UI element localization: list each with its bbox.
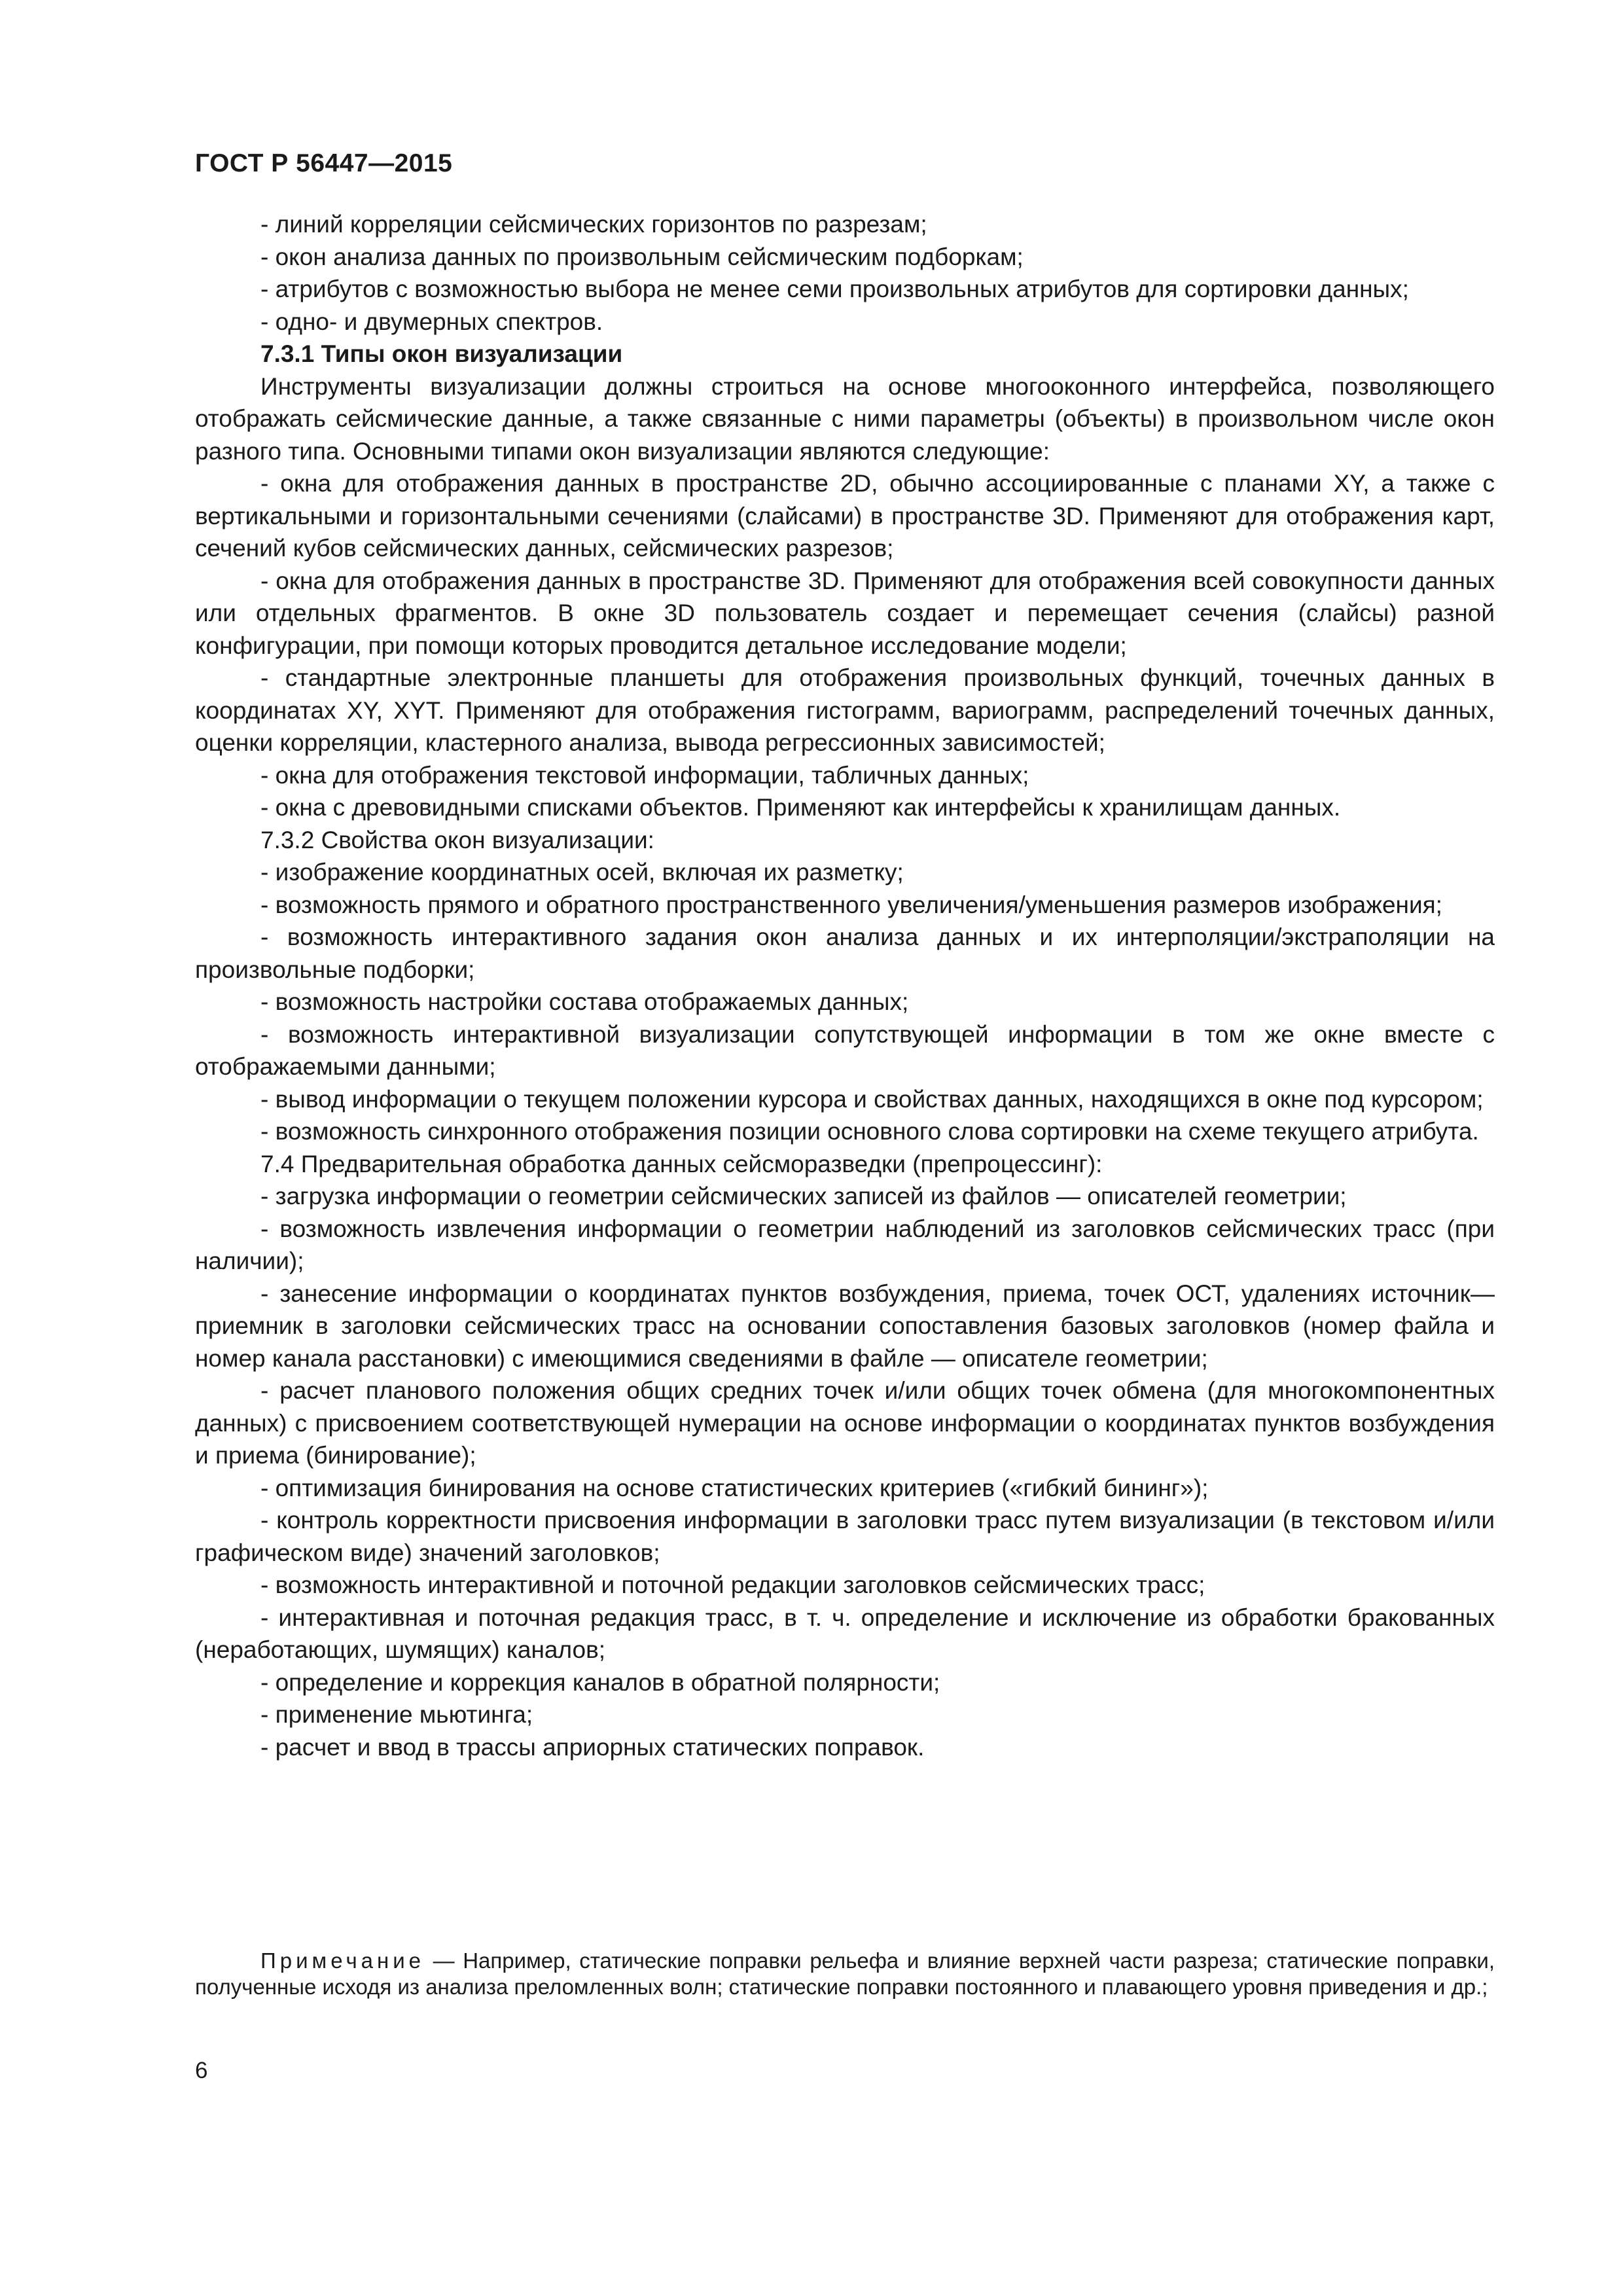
- note-text: — Например, статические поправки рельефа и влияние верхней части разреза; статические поправки, полученные исходя из анализа преломленных волн; статические поправки постоянного и плавающего уровня приведения и др.;: [195, 1948, 1495, 1999]
- list-item: - возможность прямого и обратного пространственного увеличения/уменьшения размеров изображения;: [260, 891, 1442, 918]
- list-item: - атрибутов с возможностью выбора не менее семи произвольных атрибутов для сортировки данных;: [260, 276, 1409, 302]
- standard-designation: ГОСТ Р 56447—2015: [195, 149, 453, 177]
- list-item: - расчет и ввод в трассы априорных статических поправок.: [260, 1733, 925, 1761]
- list-item: - расчет планового положения общих средних точек и/или общих точек обмена (для многокомпонентных данных) с присвоением соответствующей нумерации на основе информации о координатах пунктов возбуждения и приема (бинирование);: [195, 1377, 1495, 1469]
- list-item: - возможность интерактивной и поточной редакции заголовков сейсмических трасс;: [260, 1571, 1205, 1598]
- section-heading-7-3-1: 7.3.1 Типы окон визуализации: [260, 340, 623, 367]
- section-heading-7-4: 7.4 Предварительная обработка данных сейсморазведки (препроцессинг):: [260, 1150, 1103, 1177]
- list-item: - оптимизация бинирования на основе статистических критериев («гибкий бининг»);: [260, 1474, 1209, 1501]
- list-item: - окна для отображения текстовой информации, табличных данных;: [260, 761, 1029, 789]
- list-item: - возможность интерактивного задания окон анализа данных и их интерполяции/экстраполяции на произвольные подборки;: [195, 924, 1495, 983]
- list-item: - линий корреляции сейсмических горизонтов по разрезам;: [260, 211, 927, 238]
- list-item: - возможность интерактивной визуализации сопутствующей информации в том же окне вместе с отображаемыми данными;: [195, 1020, 1495, 1080]
- page-number: 6: [195, 2058, 208, 2083]
- list-item: - окна для отображения данных в пространстве 3D. Применяют для отображения всей совокупности данных или отдельных фрагментов. В окне 3D пользователь создает и перемещает сечения (слайсы) разной конфигурации, при помощи которых проводится детальное исследование модели;: [195, 567, 1495, 659]
- list-item: - вывод информации о текущем положении курсора и свойствах данных, находящихся в окне под курсором;: [260, 1085, 1484, 1113]
- list-item: - возможность извлечения информации о геометрии наблюдений из заголовков сейсмических трасс (при наличии);: [195, 1215, 1495, 1274]
- list-item: - применение мьютинга;: [260, 1701, 533, 1728]
- list-item: - возможность синхронного отображения позиции основного слова сортировки на схеме текущего атрибута.: [260, 1118, 1479, 1145]
- list-item: - изображение координатных осей, включая их разметку;: [260, 859, 904, 886]
- list-item: - занесение информации о координатах пунктов возбуждения, приема, точек ОСТ, удалениях источник—приемник в заголовки сейсмических трасс на основании сопоставления базовых заголовков (номер файла и номер канала расстановки) с имеющимися сведениями в файле — описателе геометрии;: [195, 1280, 1495, 1372]
- list-item: - одно- и двумерных спектров.: [260, 308, 603, 335]
- list-item: - стандартные электронные планшеты для отображения произвольных функций, точечных данных в координатах XY, XYT. Применяют для отображения гистограмм, вариограмм, распределений точечных данных, оценки корреляции, кластерного анализа, вывода регрессионных зависимостей;: [195, 664, 1495, 756]
- list-item: - окон анализа данных по произвольным сейсмическим подборкам;: [260, 243, 1024, 270]
- paragraph: Инструменты визуализации должны строиться на основе многооконного интерфейса, позволяющего отображать сейсмические данные, а также связанные с ними параметры (объекты) в произвольном числе окон разного типа. Основными типами окон визуализации являются следующие:: [195, 372, 1495, 465]
- list-item: - загрузка информации о геометрии сейсмических записей из файлов — описателей геометрии;: [260, 1183, 1347, 1210]
- list-item: - интерактивная и поточная редакция трасс, в т. ч. определение и исключение из обработки бракованных (неработающих, шумящих) каналов;: [195, 1604, 1495, 1663]
- list-item: - определение и коррекция каналов в обратной полярности;: [260, 1668, 940, 1696]
- list-item: - контроль корректности присвоения информации в заголовки трасс путем визуализации (в текстовом и/или графическом виде) значений заголовков;: [195, 1507, 1495, 1566]
- list-item: - возможность настройки состава отображаемых данных;: [260, 988, 909, 1015]
- list-item: - окна с древовидными списками объектов. Применяют как интерфейсы к хранилищам данных.: [260, 794, 1341, 821]
- body-text: [195, 208, 1495, 1763]
- note: [195, 1948, 1495, 2000]
- section-heading-7-3-2: 7.3.2 Свойства окон визуализации:: [260, 826, 654, 853]
- list-item: - окна для отображения данных в пространстве 2D, обычно ассоциированные с планами XY, а также с вертикальными и горизонтальными сечениями (слайсами) в пространстве 3D. Применяют для отображения карт, сечений кубов сейсмических данных, сейсмических разрезов;: [195, 470, 1495, 562]
- note-prefix: Примечание: [260, 1948, 425, 1973]
